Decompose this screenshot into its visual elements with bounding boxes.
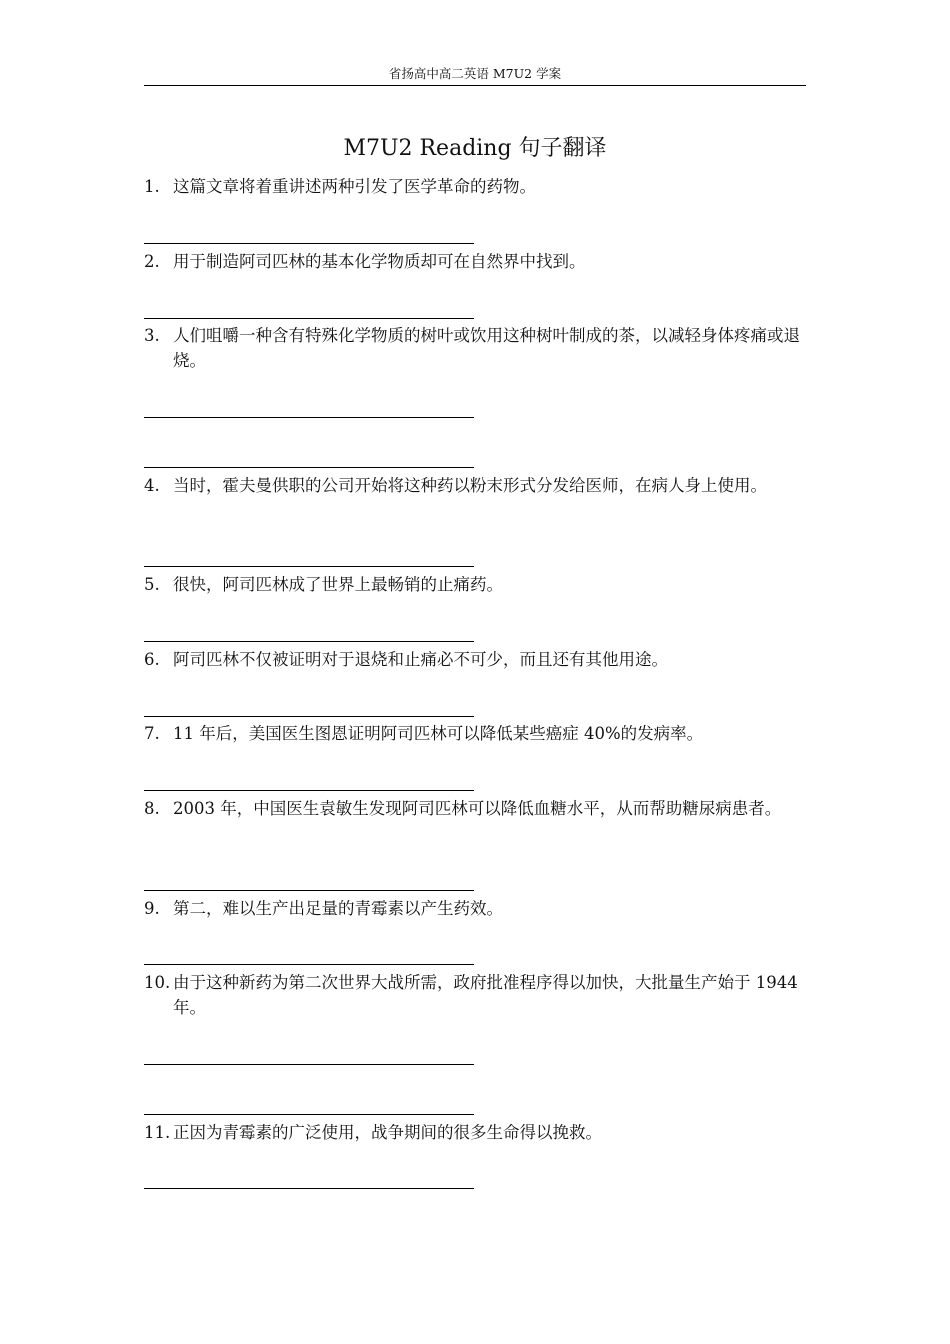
answer-line[interactable]: [144, 417, 474, 418]
question-number: 1.: [144, 177, 160, 196]
question-text: 人们咀嚼一种含有特殊化学物质的树叶或饮用这种树叶制成的茶，以减轻身体疼痛或退烧。: [173, 326, 800, 370]
question-number: 6.: [144, 650, 160, 669]
question-number: 10.: [144, 973, 171, 992]
question-number: 3.: [144, 326, 160, 345]
question-text: 11 年后，美国医生图恩证明阿司匹林可以降低某些癌症 40%的发病率。: [173, 724, 704, 743]
question-number: 8.: [144, 799, 160, 818]
question-item: [144, 721, 806, 746]
question-text: 这篇文章将着重讲述两种引发了医学革命的药物。: [173, 177, 536, 196]
question-number: 7.: [144, 724, 160, 743]
page-title: M7U2 Reading 句子翻译: [343, 136, 607, 161]
question-item: [144, 174, 806, 199]
answer-line[interactable]: [144, 467, 474, 468]
answer-line[interactable]: [144, 318, 474, 319]
question-item: [144, 249, 806, 274]
answer-line[interactable]: [144, 890, 474, 891]
question-text: 阿司匹林不仅被证明对于退烧和止痛必不可少，而且还有其他用途。: [173, 650, 668, 669]
question-item: [144, 970, 806, 1020]
question-text: 由于这种新药为第二次世界大战所需，政府批准程序得以加快，大批量生产始于 1944 年。: [173, 973, 798, 1017]
question-number: 9.: [144, 899, 160, 918]
answer-line[interactable]: [144, 1064, 474, 1065]
question-number: 5.: [144, 575, 160, 594]
question-text: 用于制造阿司匹林的基本化学物质却可在自然界中找到。: [173, 252, 586, 271]
answer-line[interactable]: [144, 641, 474, 642]
question-text: 正因为青霉素的广泛使用，战争期间的很多生命得以挽救。: [173, 1123, 602, 1142]
answer-line[interactable]: [144, 964, 474, 965]
question-item: [144, 572, 806, 597]
question-text: 第二，难以生产出足量的青霉素以产生药效。: [173, 899, 503, 918]
question-text: 当时，霍夫曼供职的公司开始将这种药以粉末形式分发给医师，在病人身上使用。: [173, 476, 767, 495]
answer-line[interactable]: [144, 790, 474, 791]
question-number: 4.: [144, 476, 160, 495]
answer-line[interactable]: [144, 1188, 474, 1189]
question-item: [144, 896, 806, 921]
question-item: [144, 647, 806, 672]
answer-line[interactable]: [144, 566, 474, 567]
question-number: 11.: [144, 1123, 171, 1142]
question-item: [144, 473, 806, 498]
page-header: 省扬高中高二英语 M7U2 学案: [388, 66, 562, 81]
question-text: 2003 年，中国医生袁敏生发现阿司匹林可以降低血糖水平，从而帮助糖尿病患者。: [173, 799, 782, 818]
question-item: [144, 796, 806, 821]
header-rule: [144, 85, 806, 86]
answer-line[interactable]: [144, 243, 474, 244]
question-item: [144, 1120, 806, 1145]
question-item: [144, 323, 806, 373]
question-number: 2.: [144, 252, 160, 271]
answer-line[interactable]: [144, 716, 474, 717]
answer-line[interactable]: [144, 1114, 474, 1115]
question-text: 很快，阿司匹林成了世界上最畅销的止痛药。: [173, 575, 503, 594]
